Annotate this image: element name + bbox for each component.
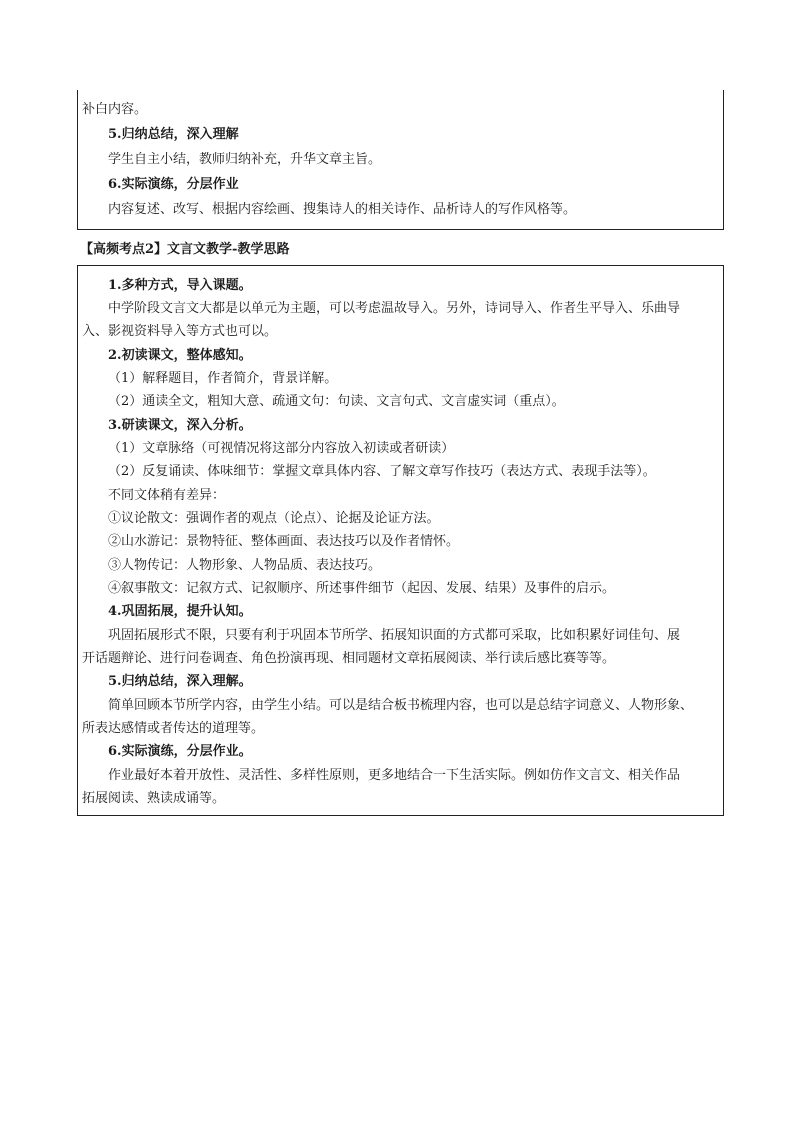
text-line: 所表达感情或者传达的道理等。 bbox=[82, 721, 265, 736]
content-box-main bbox=[77, 265, 724, 816]
content-box-top bbox=[77, 90, 724, 230]
text-line: （1）文章脉络（可视情况将这部分内容放入初读或者研读） bbox=[108, 441, 455, 456]
text-line: 开话题辩论、进行问卷调查、角色扮演再现、相同题材文章拓展阅读、举行读后感比赛等等。 bbox=[82, 651, 616, 666]
section-heading: 2.初读课文，整体感知。 bbox=[108, 348, 252, 363]
text-line: 巩固拓展形式不限，只要有利于巩固本节所学、拓展知识面的方式都可采取，比如积累好词佳句、展 bbox=[108, 628, 681, 643]
section-heading: 5.归纳总结，深入理解 bbox=[108, 127, 239, 142]
text-line: 内容复述、改写、根据内容绘画、搜集诗人的相关诗作、品析诗人的写作风格等。 bbox=[108, 202, 577, 217]
topic-heading: 【高频考点2】文言文教学-教学思路 bbox=[80, 242, 290, 257]
text-line: （2）反复诵读、体味细节：掌握文章具体内容、了解文章写作技巧（表达方式、表现手法等）。 bbox=[108, 464, 656, 479]
text-line: ②山水游记：景物特征、整体画面、表达技巧以及作者情怀。 bbox=[108, 534, 460, 549]
text-line: ③人物传记：人物形象、人物品质、表达技巧。 bbox=[108, 558, 382, 573]
text-line: 作业最好本着开放性、灵活性、多样性原则，更多地结合一下生活实际。例如仿作文言文、相关作品 bbox=[108, 768, 681, 783]
text-line: 学生自主小结，教师归纳补充，升华文章主旨。 bbox=[108, 152, 382, 167]
text-line: 补白内容。 bbox=[82, 102, 148, 117]
section-heading: 6.实际演练，分层作业。 bbox=[108, 744, 252, 759]
text-line: 入、影视资料导入等方式也可以。 bbox=[82, 324, 278, 339]
section-heading: 3.研读课文，深入分析。 bbox=[108, 418, 252, 433]
section-heading: 5.归纳总结，深入理解。 bbox=[108, 674, 252, 689]
text-line: 中学阶段文言文大都是以单元为主题，可以考虑温故导入。另外，诗词导入、作者生平导入、乐曲导 bbox=[108, 301, 681, 316]
text-line: ④叙事散文：记叙方式、记叙顺序、所述事件细节（起因、发展、结果）及事件的启示。 bbox=[108, 581, 616, 596]
section-heading: 6.实际演练，分层作业 bbox=[108, 177, 239, 192]
text-line: 不同文体稍有差异： bbox=[108, 488, 226, 503]
text-line: 简单回顾本节所学内容，由学生小结。可以是结合板书梳理内容，也可以是总结字词意义、人物形象、 bbox=[108, 698, 694, 713]
section-heading: 1.多种方式，导入课题。 bbox=[108, 278, 252, 293]
text-line: 拓展阅读、熟读成诵等。 bbox=[82, 791, 226, 806]
text-line: ①议论散文：强调作者的观点（论点）、论据及论证方法。 bbox=[108, 511, 440, 526]
text-line: （2）通读全文，粗知大意、疏通文句：句读、文言句式、文言虚实词（重点）。 bbox=[108, 394, 565, 409]
text-line: （1）解释题目，作者简介，背景详解。 bbox=[108, 371, 338, 386]
section-heading: 4.巩固拓展，提升认知。 bbox=[108, 604, 252, 619]
